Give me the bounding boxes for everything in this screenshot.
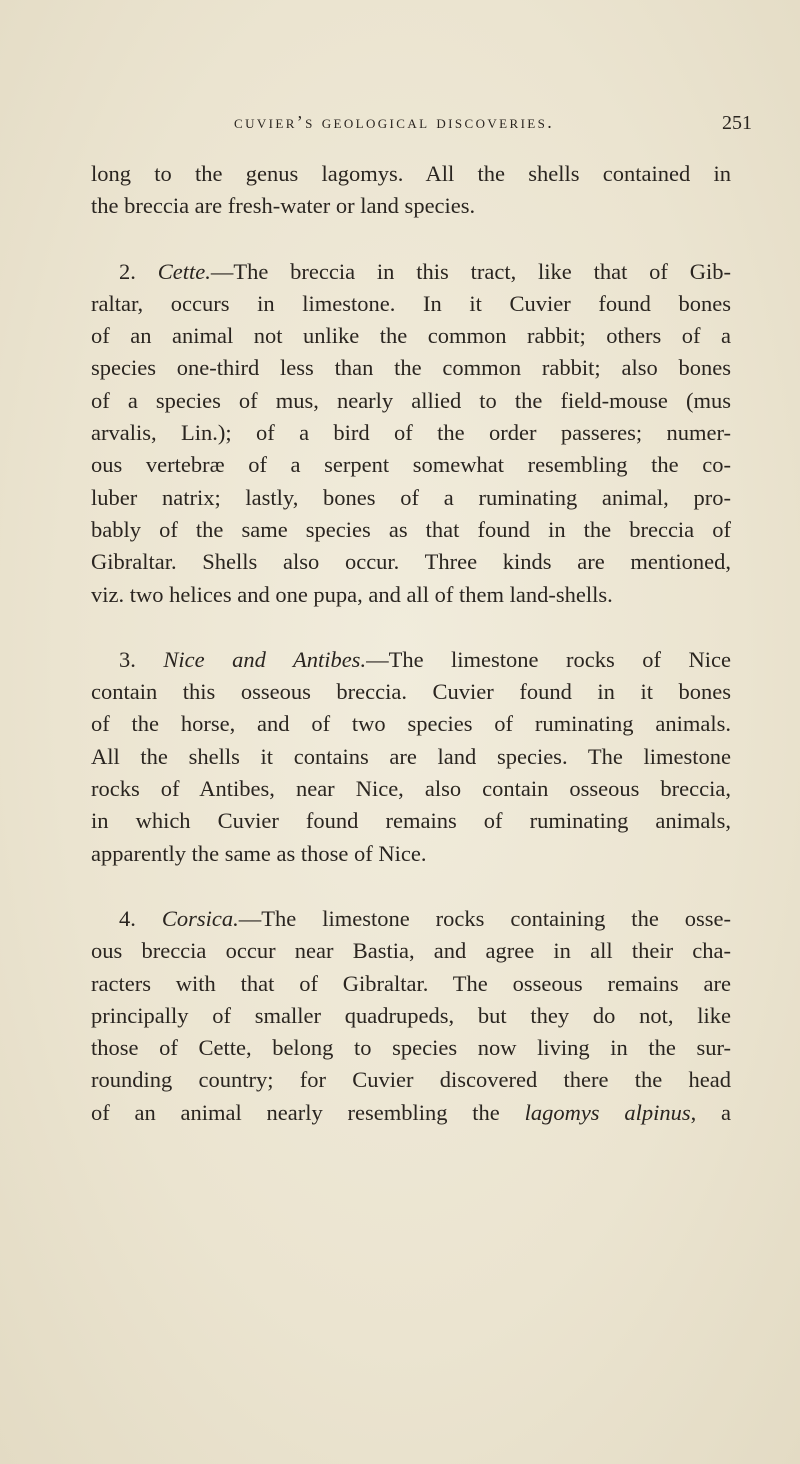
text-line: in which Cuvier found remains of ruminating animals,: [91, 808, 731, 834]
paragraph-corsica: [91, 903, 731, 1129]
text-run: of an animal nearly resembling the: [91, 1099, 525, 1125]
page-number: 251: [722, 112, 752, 134]
text-line: All the shells it contains are land species. The limestone: [91, 743, 731, 769]
text-line: viz. two helices and one pupa, and all of them land-shells.: [91, 581, 613, 607]
text-run: —The limestone rocks of Nice: [366, 646, 731, 672]
running-head: [0, 112, 800, 142]
text-line: of the horse, and of two species of ruminating animals.: [91, 711, 731, 737]
text-run: —The breccia in this tract, like that of Gib-: [210, 258, 731, 284]
text-line: species one-third less than the common rabbit; also bones: [91, 355, 731, 381]
section-title: Corsica.: [161, 905, 239, 931]
text-run: —The limestone rocks containing the osse-: [238, 905, 732, 931]
text-line: luber natrix; lastly, bones of a ruminating animal, pro-: [91, 484, 731, 510]
section-number: 2.: [119, 258, 136, 284]
paragraph-1: [91, 158, 731, 223]
text-line: of a species of mus, nearly allied to the field-mouse (mus: [91, 387, 731, 413]
text-line: long to the genus lagomys. All the shells contained in: [91, 161, 731, 186]
text-run: , a: [690, 1099, 731, 1125]
text-line: [91, 903, 731, 935]
text-line: rounding country; for Cuvier discovered there the head: [91, 1067, 731, 1093]
text-line: rocks of Antibes, near Nice, also contain osseous breccia,: [91, 776, 731, 802]
text-line: [91, 256, 731, 288]
text-line: arvalis, Lin.); of a bird of the order passeres; numer-: [91, 420, 731, 446]
text-line: [91, 1097, 731, 1129]
text-line: those of Cette, belong to species now living in the sur-: [91, 1035, 731, 1061]
text-line: of an animal not unlike the common rabbit; others of a: [91, 323, 731, 349]
section-number: 4.: [119, 905, 136, 931]
section-title: Cette.: [157, 258, 211, 284]
text-line: bably of the same species as that found in the breccia of: [91, 516, 731, 542]
text-line: [91, 644, 731, 676]
section-title: Nice and Antibes.: [163, 646, 367, 672]
text-line: raltar, occurs in limestone. In it Cuvier found bones: [91, 290, 731, 316]
running-title: cuvier’s geological discoveries.: [234, 112, 555, 132]
text-line: the breccia are fresh-water or land species.: [91, 193, 476, 219]
text-line: Gibraltar. Shells also occur. Three kinds are mentioned,: [91, 549, 731, 575]
text-line: apparently the same as those of Nice.: [91, 840, 427, 866]
text-line: principally of smaller quadrupeds, but they do not, like: [91, 1002, 731, 1028]
text-line: ous breccia occur near Bastia, and agree in all their cha-: [91, 938, 731, 964]
italic-term: lagomys alpinus: [524, 1099, 691, 1125]
body-text: [91, 158, 731, 1129]
section-number: 3.: [119, 646, 136, 672]
paragraph-cette: [91, 256, 731, 611]
text-line: racters with that of Gibraltar. The osseous remains are: [91, 970, 731, 996]
text-line: ous vertebræ of a serpent somewhat resembling the co-: [91, 452, 731, 478]
text-line: contain this osseous breccia. Cuvier found in it bones: [91, 679, 731, 705]
paragraph-nice-antibes: [91, 644, 731, 870]
